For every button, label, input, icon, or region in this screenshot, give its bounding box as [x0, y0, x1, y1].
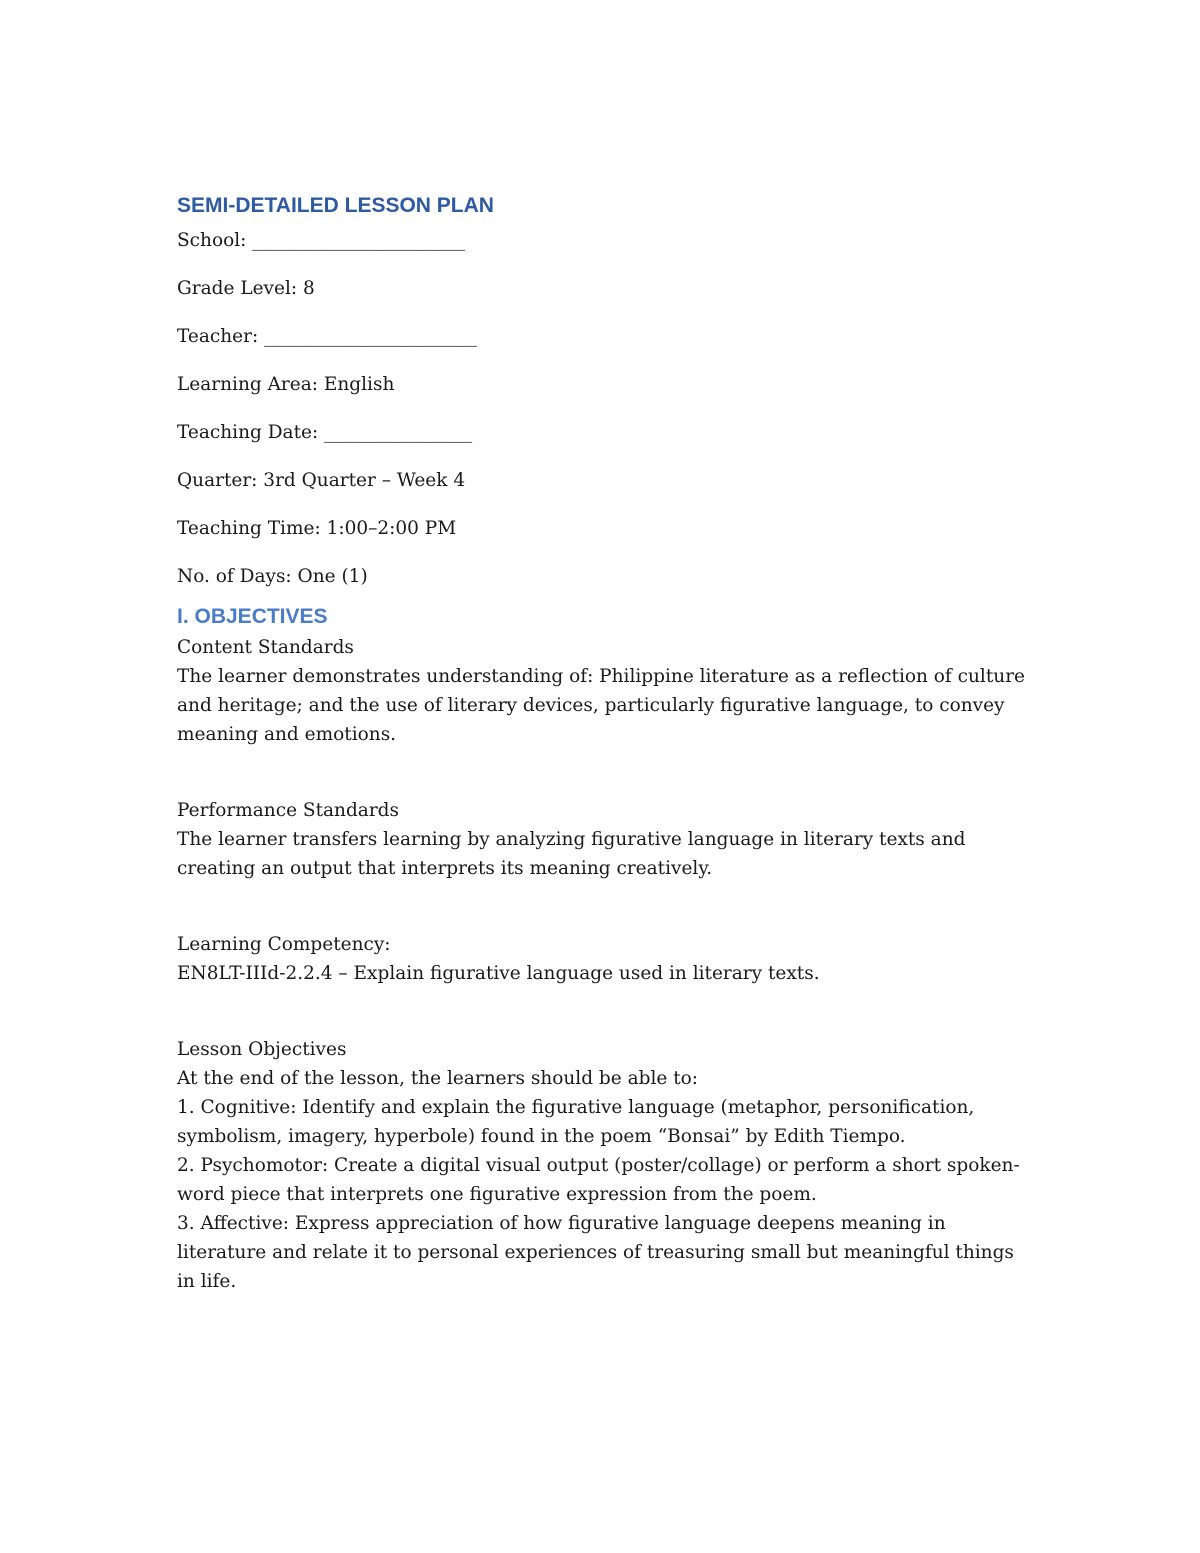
meta-quarter: Quarter: 3rd Quarter – Week 4 — [177, 470, 466, 491]
learning-competency-block — [177, 930, 1027, 988]
content-standards-label: Content Standards — [177, 637, 354, 658]
performance-standards-label: Performance Standards — [177, 800, 400, 821]
meta-grade-level: Grade Level: 8 — [177, 278, 315, 299]
document-title: SEMI-DETAILED LESSON PLAN — [177, 194, 494, 217]
meta-teaching-time: Teaching Time: 1:00–2:00 PM — [177, 518, 457, 539]
lesson-objective-psychomotor: 2. Psychomotor: Create a digital visual output (poster/collage) or perform a short spoken-word piece that interprets one figurative expression from the poem. — [177, 1155, 1020, 1205]
meta-no-of-days: No. of Days: One (1) — [177, 566, 368, 587]
meta-school: School: _______________________ — [177, 230, 466, 251]
content-standards-text: The learner demonstrates understanding of: Philippine literature as a reflection of culture and heritage; and the use of literary devices, particularly figurative language, to convey meaning and emotions. — [177, 666, 1025, 745]
meta-teaching-date: Teaching Date: ________________ — [177, 422, 473, 443]
meta-learning-area: Learning Area: English — [177, 374, 395, 395]
objectives-heading: I. OBJECTIVES — [177, 605, 328, 628]
meta-teacher: Teacher: _______________________ — [177, 326, 477, 347]
performance-standards-block — [177, 796, 1027, 883]
lesson-objective-affective: 3. Affective: Express appreciation of how figurative language deepens meaning in literature and relate it to personal experiences of treasuring small but meaningful things in life. — [177, 1213, 1014, 1292]
content-standards-block — [177, 633, 1027, 749]
document-content — [177, 190, 1027, 1343]
learning-competency-text: EN8LT-IIId-2.2.4 – Explain figurative language used in literary texts. — [177, 963, 820, 984]
lesson-objectives-block — [177, 1035, 1027, 1296]
lesson-objectives-intro: At the end of the lesson, the learners should be able to: — [177, 1068, 699, 1089]
learning-competency-label: Learning Competency: — [177, 934, 391, 955]
lesson-objective-cognitive: 1. Cognitive: Identify and explain the figurative language (metaphor, personification, symbolism, imagery, hyperbole) found in the poem “Bonsai” by Edith Tiempo. — [177, 1097, 975, 1147]
performance-standards-text: The learner transfers learning by analyzing figurative language in literary texts and creating an output that interprets its meaning creatively. — [177, 829, 966, 879]
lesson-objectives-label: Lesson Objectives — [177, 1039, 347, 1060]
